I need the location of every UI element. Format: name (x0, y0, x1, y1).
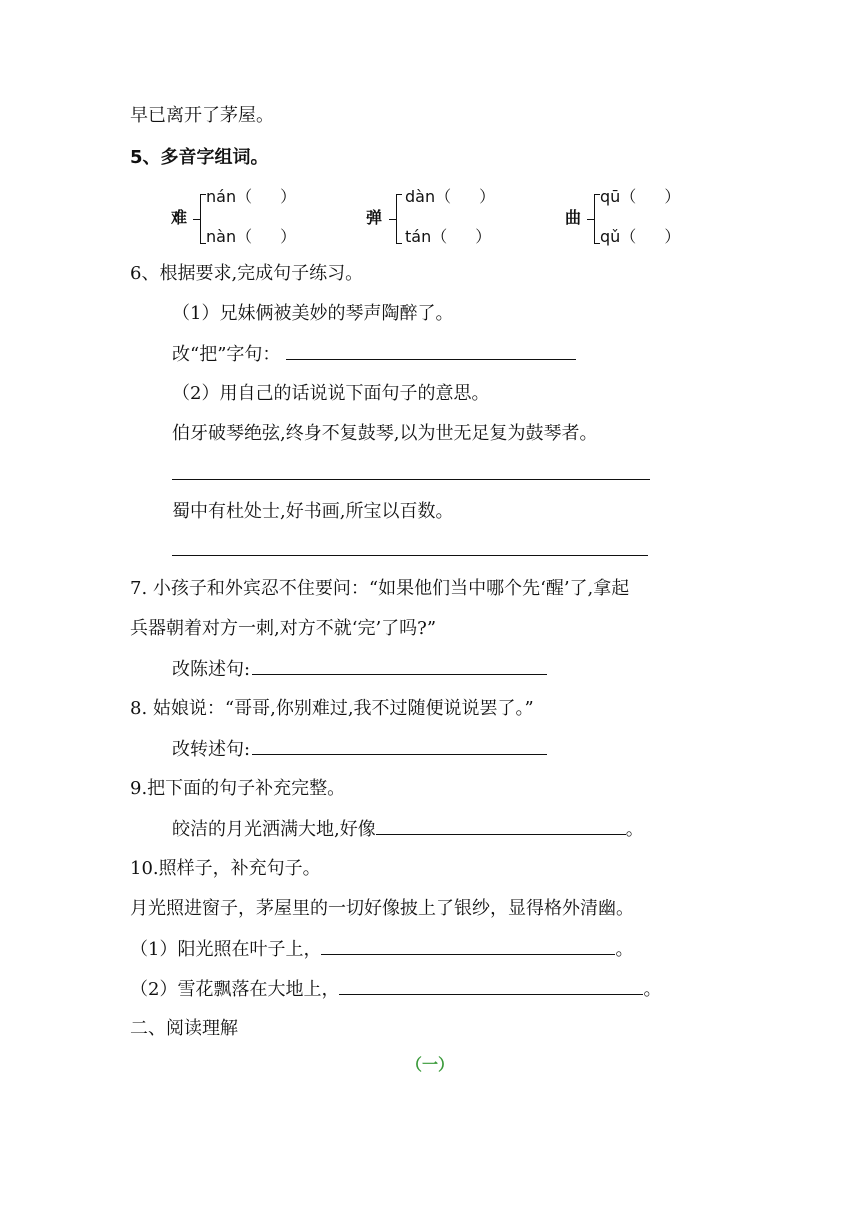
subsection-label: （一） (405, 1055, 454, 1074)
polyphone-char: 弹 (366, 208, 383, 227)
question-6-title: 6、根据要求,完成句子练习。 (130, 263, 364, 284)
question-7: 7. 小孩子和外宾忍不住要问：“如果他们当中哪个先‘醒’了,拿起 (130, 578, 630, 599)
task-line: 皎洁的月光洒满大地,好像 。 (172, 816, 644, 843)
answer-blank[interactable] (376, 816, 626, 835)
example-sentence: 月光照进窗子，茅屋里的一切好像披上了银纱，显得格外清幽。 (130, 898, 634, 919)
reading: qǔ（ ） (600, 227, 681, 246)
reading: nán（ ） (206, 187, 297, 206)
polyphone-char: 曲 (565, 208, 582, 227)
question-8: 8. 姑娘说：“哥哥,你别难过,我不过随便说说罢了。” (130, 698, 534, 719)
sentence: 蜀中有杜处士,好书画,所宝以百数。 (172, 501, 454, 522)
task-line: 改转述句: (172, 736, 547, 763)
answer-blank[interactable] (286, 341, 576, 360)
answer-blank[interactable] (321, 936, 615, 955)
sentence: （2）用自己的话说说下面句子的意思。 (172, 383, 490, 404)
question-9: 9.把下面的句子补充完整。 (130, 778, 346, 799)
polyphone-char: 难 (171, 208, 188, 227)
answer-blank[interactable] (172, 555, 648, 556)
task-line: 改“把”字句： (172, 341, 576, 368)
section-title: 二、阅读理解 (130, 1018, 238, 1039)
reading: dàn（ ） (405, 187, 496, 206)
sentence: 伯牙破琴绝弦,终身不复鼓琴,以为世无足复为鼓琴者。 (172, 423, 598, 444)
reading: nàn（ ） (206, 227, 297, 246)
reading: qū（ ） (600, 187, 681, 206)
reading: tán（ ） (405, 227, 492, 246)
task-line: 改陈述句: (172, 656, 547, 683)
question-7-cont: 兵器朝着对方一刺,对方不就‘完’了吗?” (130, 618, 437, 639)
task-line: （2）雪花飘落在大地上， 。 (130, 976, 661, 1003)
question-10: 10.照样子，补充句子。 (130, 858, 321, 879)
answer-blank[interactable] (252, 656, 547, 675)
question-5-title: 5、多音字组词。 (130, 147, 269, 168)
sentence: （1）兄妹俩被美妙的琴声陶醉了。 (172, 303, 454, 324)
answer-blank[interactable] (252, 736, 547, 755)
text-line: 早已离开了茅屋。 (130, 105, 274, 126)
answer-blank[interactable] (339, 976, 643, 995)
answer-blank[interactable] (172, 479, 650, 480)
task-line: （1）阳光照在叶子上， 。 (130, 936, 633, 963)
